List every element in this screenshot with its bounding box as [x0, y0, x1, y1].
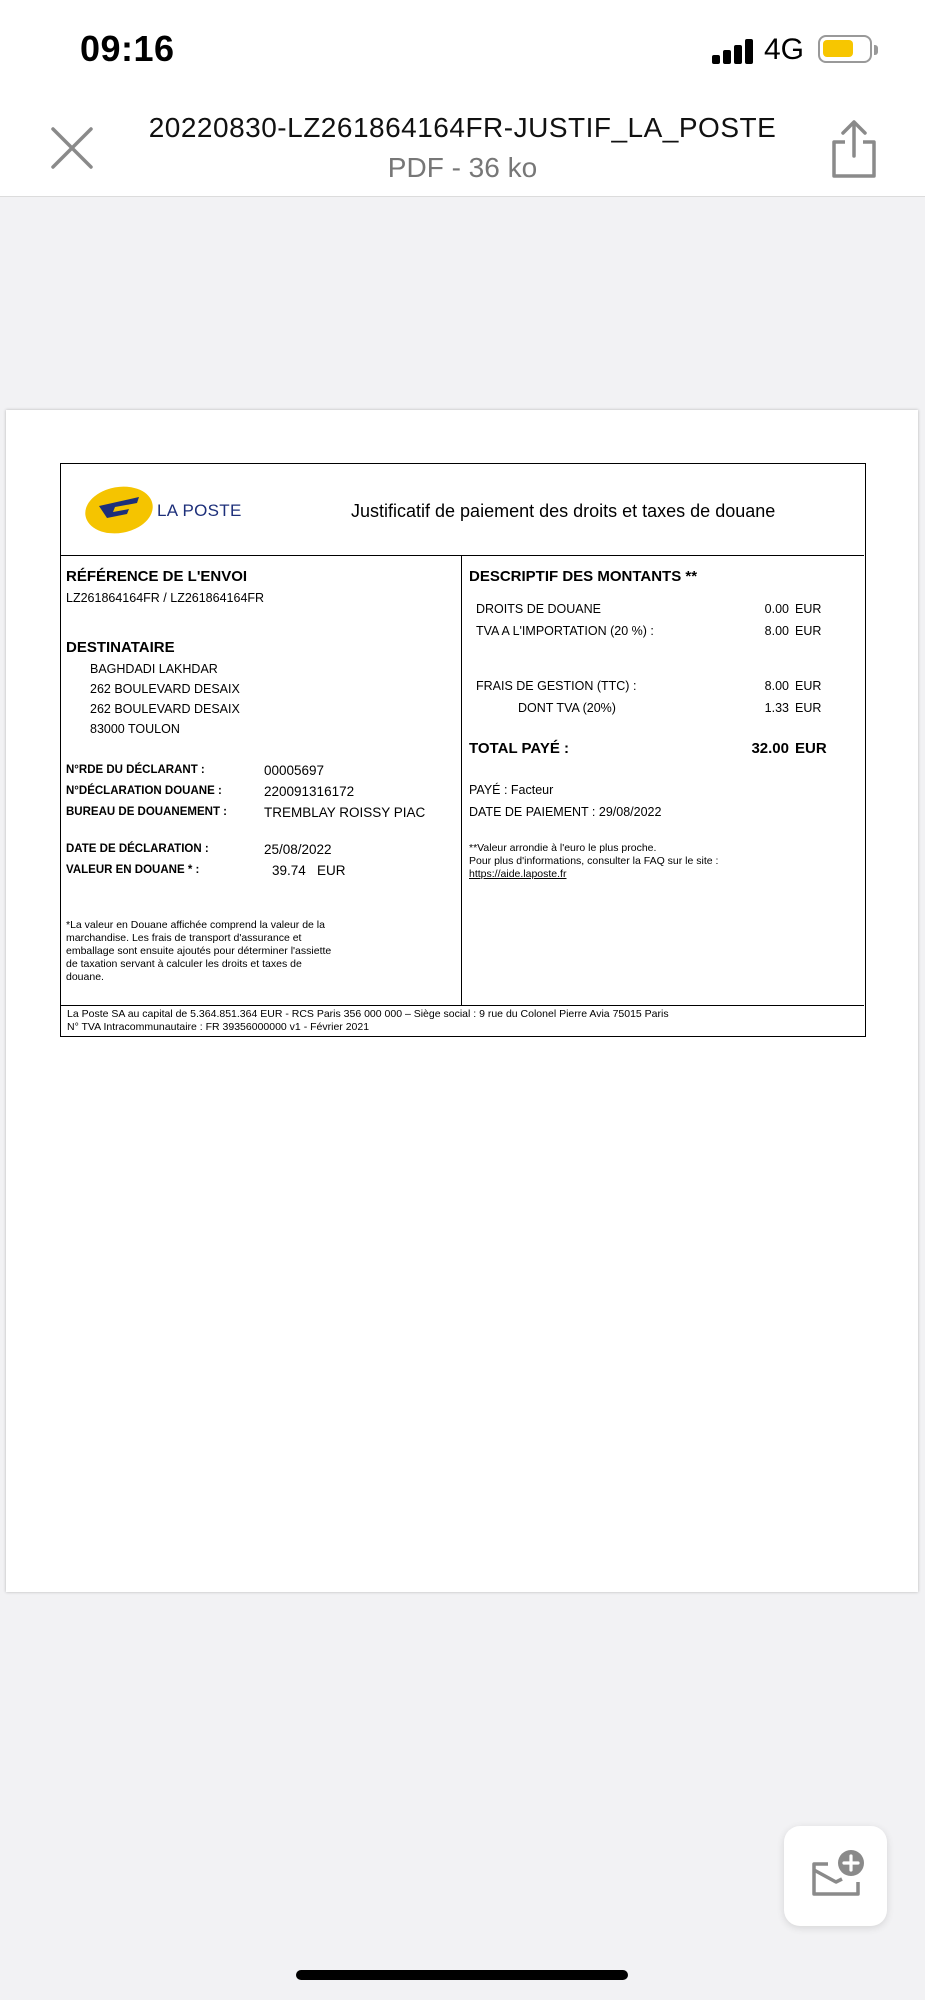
- bureau-value: TREMBLAY ROISSY PIAC: [264, 805, 426, 820]
- amount-row-currency: EUR: [795, 624, 822, 638]
- la-poste-logo: [83, 484, 157, 534]
- amount-row-label: DROITS DE DOUANE: [476, 602, 602, 616]
- brand-name: LA POSTE: [157, 501, 242, 520]
- amounts-heading: DESCRIPTIF DES MONTANTS **: [469, 568, 698, 585]
- nav-bar: [0, 100, 925, 197]
- amount-row-currency: EUR: [795, 602, 822, 616]
- recipient-line: BAGHDADI LAKHDAR: [90, 662, 218, 676]
- document-title: 20220830-LZ261864164FR-JUSTIF_LA_POSTE: [148, 112, 777, 143]
- status-time: 09:16: [80, 28, 175, 69]
- reference-heading: RÉFÉRENCE DE L'ENVOI: [66, 568, 248, 585]
- payment-date: DATE DE PAIEMENT : 29/08/2022: [469, 805, 662, 819]
- footer-line: N° TVA Intracommunautaire : FR 39356000000 v1 - Février 2021: [67, 1021, 370, 1033]
- total-currency: EUR: [795, 740, 827, 757]
- recipient-line: 262 BOULEVARD DESAIX: [90, 702, 240, 716]
- paid-by: PAYÉ : Facteur: [469, 783, 554, 797]
- legal-footer: [61, 1005, 864, 1036]
- amounts-details: [462, 556, 864, 1005]
- customs-value-amount: 39.74: [272, 863, 306, 878]
- share-icon: [826, 118, 882, 180]
- amount-row-value: 8.00: [764, 624, 789, 638]
- customs-note-line: *La valeur en Douane affichée comprend la valeur de la: [66, 919, 325, 931]
- mail-add-icon: [784, 1826, 887, 1926]
- recipient-line: 262 BOULEVARD DESAIX: [90, 682, 240, 696]
- amount-row-value: 0.00: [764, 602, 789, 616]
- faq-note: Pour plus d'informations, consulter la FAQ sur le site :: [469, 855, 719, 867]
- document-meta: PDF - 36 ko: [387, 152, 538, 183]
- customs-note-line: douane.: [66, 971, 104, 983]
- customs-note-line: marchandise. Les frais de transport d'assurance et: [66, 932, 302, 944]
- pdf-page: [6, 410, 918, 1592]
- declaration-date-value: 25/08/2022: [264, 842, 332, 857]
- close-icon: [44, 120, 100, 176]
- rounding-note: **Valeur arrondie à l'euro le plus proche.: [469, 842, 657, 854]
- recipient-heading: DESTINATAIRE: [66, 639, 175, 656]
- recipient-line: 83000 TOULON: [90, 722, 180, 736]
- home-indicator: [296, 1970, 628, 1980]
- declarant-label: N°RDE DU DÉCLARANT :: [66, 764, 205, 776]
- amount-row-currency: EUR: [795, 679, 822, 693]
- mail-add-button[interactable]: [784, 1826, 887, 1926]
- close-button[interactable]: [44, 120, 100, 176]
- form-header: [61, 464, 864, 556]
- bureau-label: BUREAU DE DOUANEMENT :: [66, 806, 227, 818]
- customs-note-line: emballage sont ensuite ajoutés pour déterminer l'assiette: [66, 945, 332, 957]
- amount-row-currency: EUR: [795, 701, 822, 715]
- receipt-form: [60, 463, 866, 1037]
- form-title: Justificatif de paiement des droits et taxes de douane: [351, 501, 776, 521]
- customs-value-currency: EUR: [317, 863, 346, 878]
- faq-link[interactable]: https://aide.laposte.fr: [469, 868, 567, 880]
- amount-row-label: FRAIS DE GESTION (TTC) :: [476, 679, 637, 693]
- declaration-value: 220091316172: [264, 784, 355, 799]
- footer-line: La Poste SA au capital de 5.364.851.364 EUR - RCS Paris 356 000 000 – Siège social : 9 rue du Colonel Pierre Avia 75015 Paris: [67, 1008, 669, 1020]
- total-amount: 32.00: [751, 740, 789, 757]
- share-button[interactable]: [826, 118, 882, 180]
- reference-value: LZ261864164FR / LZ261864164FR: [66, 591, 265, 605]
- declaration-label: N°DÉCLARATION DOUANE :: [66, 785, 222, 797]
- customs-value-label: VALEUR EN DOUANE * :: [66, 864, 200, 876]
- amount-row-value: 1.33: [764, 701, 789, 715]
- total-label: TOTAL PAYÉ :: [469, 740, 570, 757]
- status-bar: [0, 0, 925, 100]
- amount-row-label: TVA A L'IMPORTATION (20 %) :: [476, 624, 654, 638]
- amount-row-label: DONT TVA (20%): [518, 701, 616, 715]
- declarant-value: 00005697: [264, 763, 325, 778]
- amount-row-value: 8.00: [764, 679, 789, 693]
- battery-icon: [818, 35, 872, 63]
- network-type: 4G: [764, 33, 805, 66]
- customs-note-line: de taxation servant à calculer les droits et taxes de: [66, 958, 302, 970]
- shipment-details: [61, 556, 462, 1005]
- declaration-date-label: DATE DE DÉCLARATION :: [66, 843, 209, 855]
- signal-icon: [712, 38, 754, 64]
